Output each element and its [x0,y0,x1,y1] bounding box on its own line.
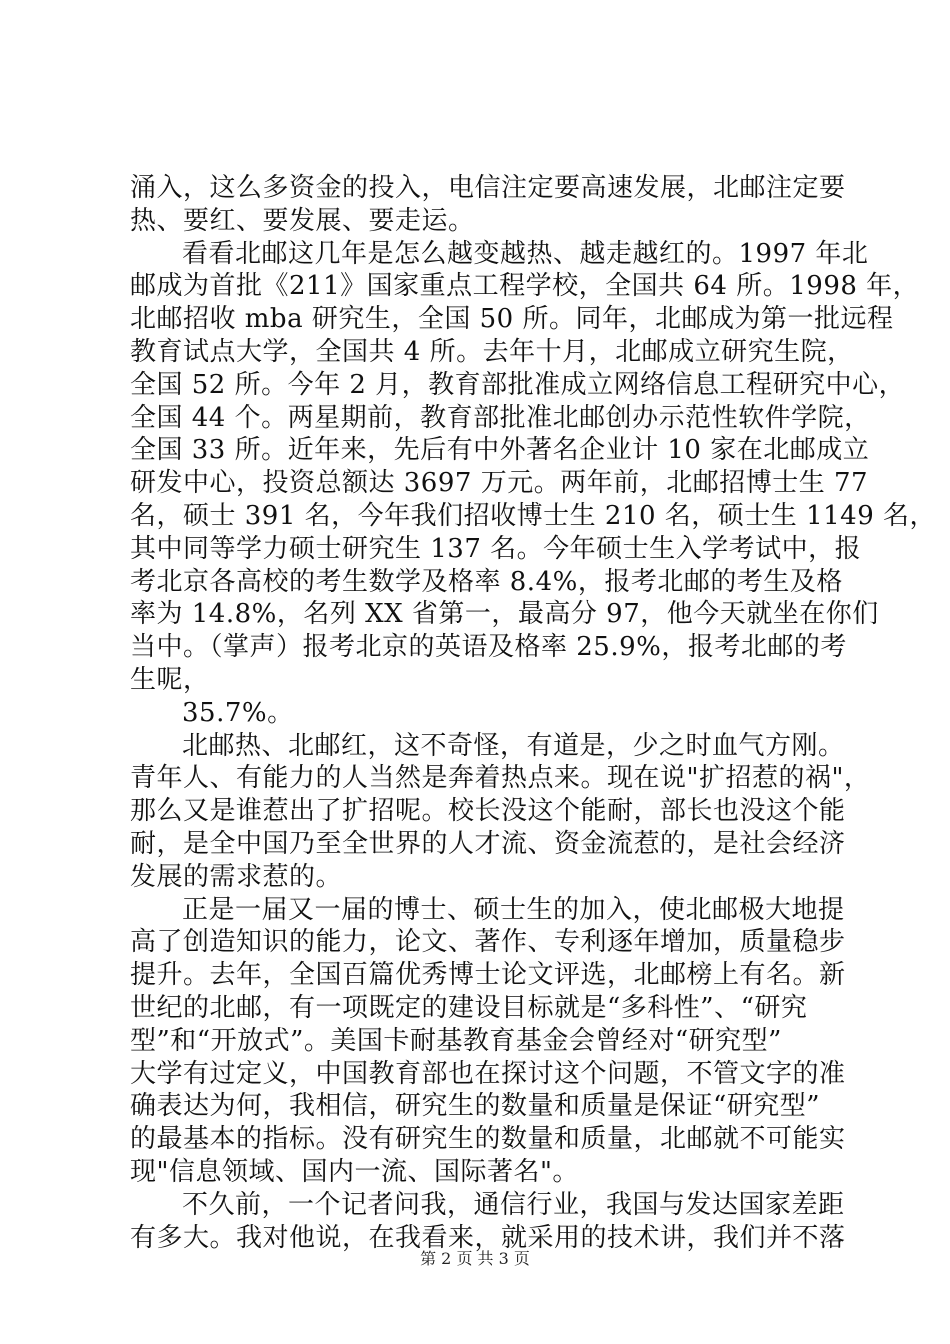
text-line: 那么又是谁惹出了扩招呢。校长没这个能耐，部长也没这个能 [130,796,846,827]
text-line: 有多大。我对他说，在我看来，就采用的技术讲，我们并不落 [130,1222,846,1253]
text-line: 大学有过定义，中国教育部也在探讨这个问题，不管文字的准 [130,1058,846,1089]
text-line: 当中。（掌声）报考北京的英语及格率 25.9%，报考北邮的考 [130,632,847,663]
text-line: 考北京各高校的考生数学及格率 8.4%，报考北邮的考生及格 [130,566,843,597]
text-line: 全国 52 所。今年 2 月，教育部批准成立网络信息工程研究中心， [130,369,906,400]
text-line: 教育试点大学，全国共 4 所。去年十月，北邮成立研究生院， [130,336,854,367]
text-line: 高了创造知识的能力，论文、著作、专利逐年增加，质量稳步 [130,927,846,958]
document-body [130,172,937,1254]
text-line: 热、要红、要发展、要走运。 [130,205,475,236]
text-line: 率为 14.8%，名列 XX 省第一，最高分 97，他今天就坐在你们 [130,599,879,630]
paragraph-start-line: 正是一届又一届的博士、硕士生的加入，使北邮极大地提 [182,894,845,925]
text-line: 生呢， [130,664,210,695]
text-line: 北邮招收 mba 研究生，全国 50 所。同年，北邮成为第一批远程 [130,304,894,335]
text-line: 青年人、有能力的人当然是奔着热点来。现在说"扩招惹的祸"， [130,763,871,794]
text-line: 世纪的北邮，有一项既定的建设目标就是“多科性”、“研究 [130,992,808,1023]
paragraph-start-line: 35.7%。 [182,697,294,728]
text-line: 的最基本的指标。没有研究生的数量和质量，北邮就不可能实 [130,1124,846,1155]
text-line: 现"信息领域、国内一流、国际著名"。 [130,1156,579,1187]
text-line: 提升。去年，全国百篇优秀博士论文评选，北邮榜上有名。新 [130,960,846,991]
paragraph-start-line: 北邮热、北邮红，这不奇怪，有道是，少之时血气方刚。 [182,730,845,761]
text-line: 全国 44 个。两星期前，教育部批准北邮创办示范性软件学院， [130,402,871,433]
text-line: 名，硕士 391 名，今年我们招收博士生 210 名，硕士生 1149 名， [130,500,937,531]
text-line: 其中同等学力硕士研究生 137 名。今年硕士生入学考试中，报 [130,533,862,564]
text-line: 型”和“开放式”。美国卡耐基教育基金会曾经对“研究型” [130,1025,782,1056]
paragraph-start-line: 看看北邮这几年是怎么越变越热、越走越红的。1997 年北 [182,238,869,269]
text-line: 研发中心，投资总额达 3697 万元。两年前，北邮招博士生 77 [130,468,869,499]
text-line: 耐，是全中国乃至全世界的人才流、资金流惹的，是社会经济 [130,828,846,859]
text-line: 确表达为何，我相信，研究生的数量和质量是保证“研究型” [130,1091,821,1122]
text-line: 发展的需求惹的。 [130,861,343,892]
text-line: 全国 33 所。近年来，先后有中外著名企业计 10 家在北邮成立 [130,435,870,466]
text-line: 邮成为首批《211》国家重点工程学校，全国共 64 所。1998 年， [130,271,920,302]
text-line: 涌入，这么多资金的投入，电信注定要高速发展，北邮注定要 [130,173,846,203]
page-number-footer: 第 2 页 共 3 页 [420,1249,530,1268]
paragraph-start-line: 不久前，一个记者问我，通信行业，我国与发达国家差距 [182,1189,845,1220]
